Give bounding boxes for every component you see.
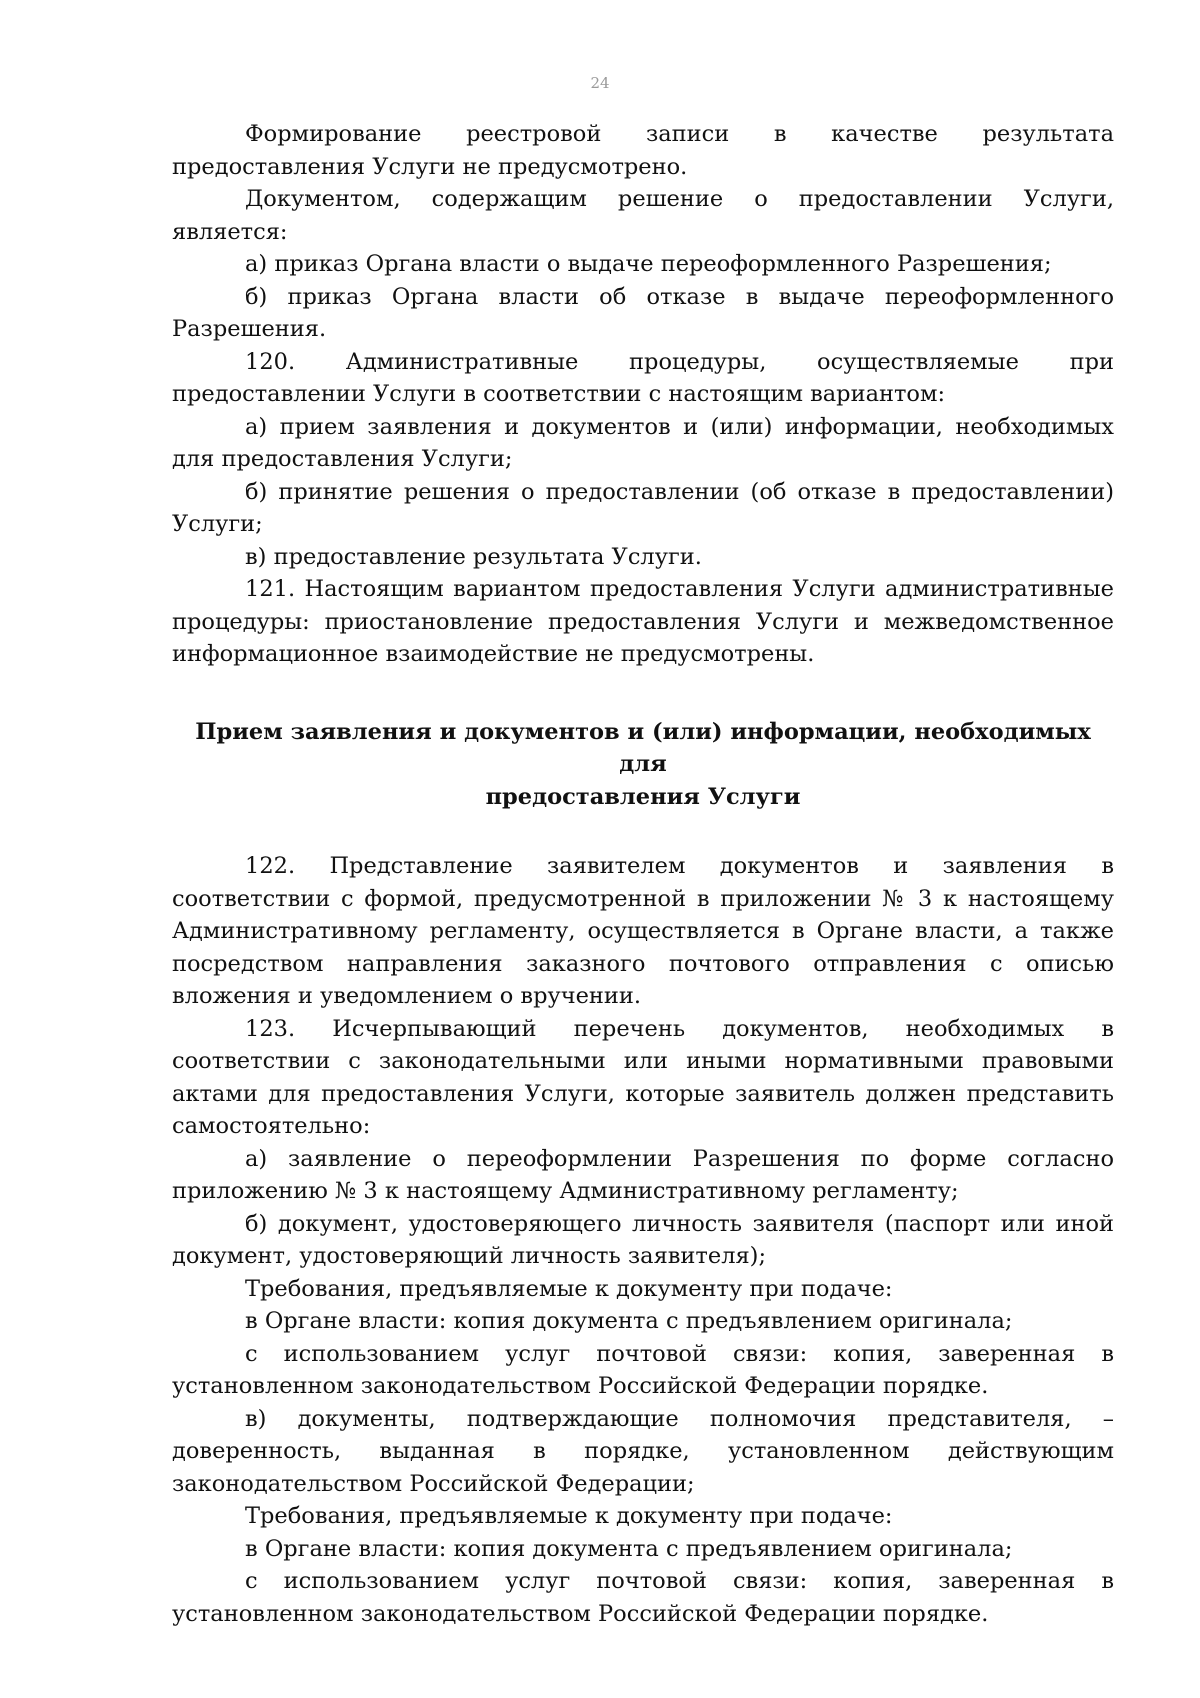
list-item-order-issue: а) приказ Органа власти о выдаче переоформленного Разрешения; (245, 251, 1052, 277)
page-number: 24 (590, 74, 610, 92)
paragraph-122: 122. Представление заявителем документов и заявления в соответствии с формой, предусмотренной в приложении № 3 к настоящему Административному регламенту, осуществляется в Органе власти, а также посредством направления заказного почтового отправления с описью вложения и уведомлением о вручении. (172, 853, 1114, 1009)
requirements-heading-1: Требования, предъявляемые к документу при подаче: (245, 1275, 893, 1302)
list-item-reception: а) прием заявления и документов и (или) информации, необходимых для предоставления Услуги; (172, 413, 1114, 472)
paragraph-decision-document: Документом, содержащим решение о предоставлении Услуги, является: (172, 186, 1114, 245)
paragraph-123: 123. Исчерпывающий перечень документов, необходимых в соответствии с законодательными или иными нормативными правовыми актами для предоставления Услуги, которые заявитель должен представить самостоятельно: (172, 1015, 1114, 1139)
requirements-heading-2: Требования, предъявляемые к документу при подаче: (245, 1503, 893, 1529)
list-item-application: а) заявление о переоформлении Разрешения по форме согласно приложению № 3 к настоящему Административному регламенту; (172, 1145, 1114, 1204)
paragraph-121: 121. Настоящим вариантом предоставления Услуги административные процедуры: приостановление предоставления Услуги и межведомственное информационное взаимодействие не предусмотрены. (172, 576, 1114, 667)
list-item-decision: б) принятие решения о предоставлении (об отказе в предоставлении) Услуги; (172, 478, 1114, 537)
document-body (172, 118, 1114, 1630)
requirement-authority-1: в Органе власти: копия документа с предъявлением оригинала; (245, 1308, 1013, 1334)
section-heading-line-1: Прием заявления и документов и (или) информации, необходимых для (195, 718, 1091, 777)
requirement-authority-2: в Органе власти: копия документа с предъявлением оригинала; (245, 1535, 1013, 1562)
requirement-postal-2: с использованием услуг почтовой связи: копия, заверенная в установленном законодательством Российской Федерации порядке. (172, 1568, 1114, 1627)
list-item-order-refusal: б) приказ Органа власти об отказе в выдаче переоформленного Разрешения. (172, 283, 1114, 342)
paragraph-120: 120. Административные процедуры, осуществляемые при предоставлении Услуги в соответствии с настоящим вариантом: (172, 348, 1114, 407)
section-heading (172, 716, 1114, 814)
paragraph-registry-record: Формирование реестровой записи в качестве результата предоставления Услуги не предусмотрено. (172, 121, 1114, 180)
section-heading-line-2: предоставления Услуги (485, 783, 801, 810)
list-item-result: в) предоставление результата Услуги. (245, 543, 702, 570)
list-item-identity-document: б) документ, удостоверяющего личность заявителя (паспорт или иной документ, удостоверяющий личность заявителя); (172, 1210, 1114, 1269)
requirement-postal-1: с использованием услуг почтовой связи: копия, заверенная в установленном законодательством Российской Федерации порядке. (172, 1340, 1114, 1399)
list-item-representative-documents: в) документы, подтверждающие полномочия представителя, – доверенность, выданная в порядке, установленном действующим законодательством Российской Федерации; (172, 1405, 1114, 1497)
